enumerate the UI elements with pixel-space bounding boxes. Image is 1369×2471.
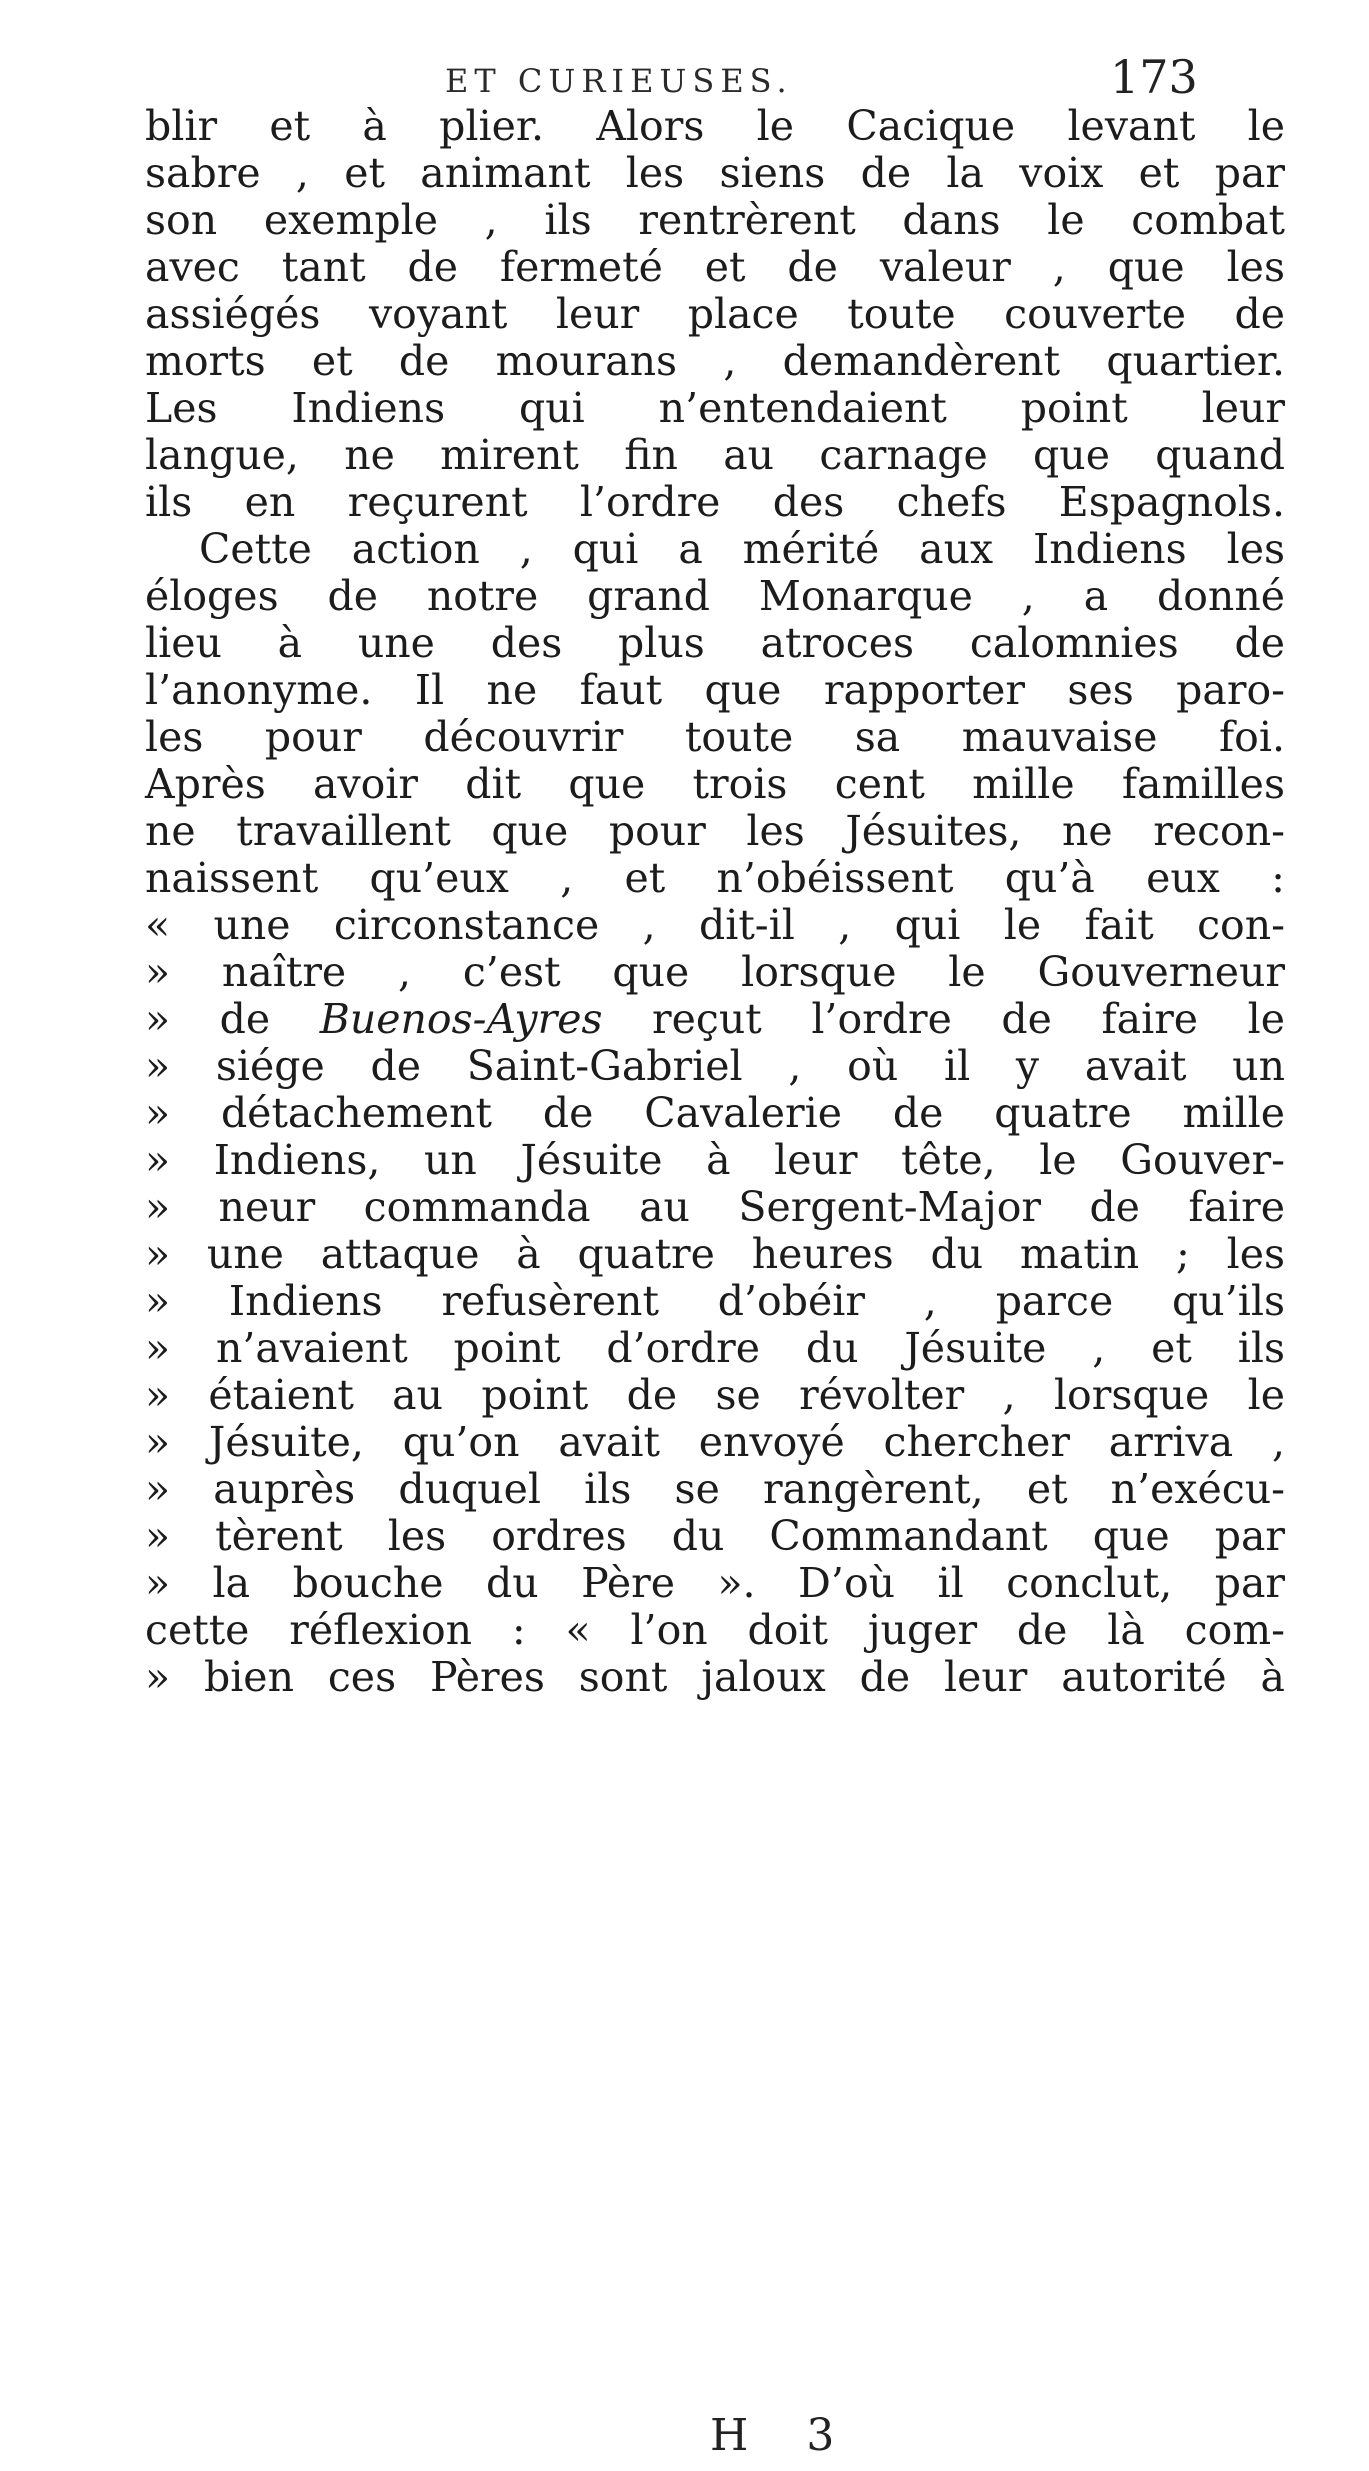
quote-line: « une circonstance , dit-il , qui le fait con-	[145, 901, 1285, 949]
text-line: éloges de notre grand Monarque , a donné	[145, 572, 1285, 620]
text-line: les pour découvrir toute sa mauvaise foi.	[145, 713, 1285, 761]
quote-line: » une attaque à quatre heures du matin ; les	[145, 1230, 1285, 1278]
place-name-italic: Buenos-Ayres	[319, 995, 603, 1043]
paragraph-start-line: Cette action , qui a mérité aux Indiens les	[199, 525, 1285, 573]
quote-line: » auprès duquel ils se rangèrent, et n’exécu-	[145, 1465, 1285, 1513]
text-line: ne travaillent que pour les Jésuites, ne recon-	[145, 807, 1285, 855]
text-line: avec tant de fermeté et de valeur , que les	[145, 243, 1285, 291]
quote-line: » détachement de Cavalerie de quatre mille	[145, 1089, 1285, 1137]
quote-line: » Jésuite, qu’on avait envoyé chercher arriva ,	[145, 1418, 1285, 1466]
text-line: ils en reçurent l’ordre des chefs Espagnols.	[145, 478, 1285, 526]
text-line: assiégés voyant leur place toute couverte de	[145, 290, 1285, 338]
quote-line: » bien ces Pères sont jaloux de leur autorité à	[145, 1653, 1285, 1701]
running-head: ET CURIEUSES.	[445, 62, 793, 100]
quote-line: » siége de Saint-Gabriel , où il y avait un	[145, 1042, 1285, 1090]
quote-line: » tèrent les ordres du Commandant que par	[145, 1512, 1285, 1560]
text-line: cette réflexion : « l’on doit juger de là com-	[145, 1606, 1285, 1654]
text-line: morts et de mourans , demandèrent quartier.	[145, 337, 1285, 385]
quote-line: » Indiens refusèrent d’obéir , parce qu’ils	[145, 1277, 1285, 1325]
quote-line: » Indiens, un Jésuite à leur tête, le Gouver-	[145, 1136, 1285, 1184]
text-line: son exemple , ils rentrèrent dans le combat	[145, 196, 1285, 244]
text-line: Les Indiens qui n’entendaient point leur	[145, 384, 1285, 432]
text-line: l’anonyme. Il ne faut que rapporter ses paro-	[145, 666, 1285, 714]
text-line: lieu à une des plus atroces calomnies de	[145, 619, 1285, 667]
quote-line: » naître , c’est que lorsque le Gouverneur	[145, 948, 1285, 996]
text-line: sabre , et animant les siens de la voix et par	[145, 149, 1285, 197]
line-prefix: » de	[145, 995, 320, 1043]
quote-line-with-place-name	[145, 996, 1285, 1043]
quote-line: » la bouche du Père ». D’où il conclut, par	[145, 1559, 1285, 1607]
text-line: naissent qu’eux , et n’obéissent qu’à eux :	[145, 854, 1285, 902]
quote-line: » neur commanda au Sergent-Major de faire	[145, 1183, 1285, 1231]
text-line: langue, ne mirent fin au carnage que quand	[145, 431, 1285, 479]
signature-mark: H 3	[710, 2410, 857, 2461]
quote-line: » n’avaient point d’ordre du Jésuite , et ils	[145, 1324, 1285, 1372]
text-line: blir et à plier. Alors le Cacique levant le	[145, 102, 1285, 150]
text-line: Après avoir dit que trois cent mille familles	[145, 760, 1285, 808]
quote-line: » étaient au point de se révolter , lorsque le	[145, 1371, 1285, 1419]
line-suffix: reçut l’ordre de faire le	[602, 995, 1285, 1043]
page-number: 173	[1110, 50, 1198, 104]
body-text	[145, 103, 1285, 1701]
